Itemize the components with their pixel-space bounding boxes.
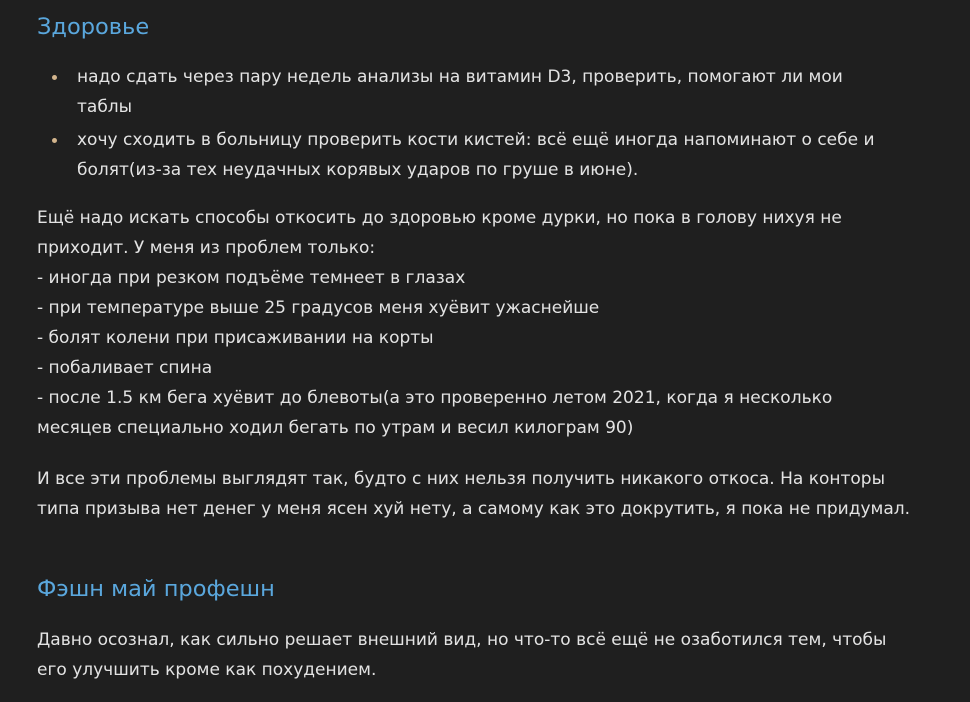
health-problems-paragraph	[37, 203, 934, 443]
bullet-icon	[52, 75, 57, 80]
paragraph-line: Давно осознал, как сильно решает внешний вид, но что-то всё ещё не озаботился тем, чтобы	[37, 630, 887, 650]
health-bullet-list	[37, 62, 934, 185]
paragraph-line: приходит. У меня из проблем только:	[37, 238, 376, 258]
paragraph-line: - после 1.5 км бега хуёвит до блевоты(а это проверенно летом 2021, когда я несколько	[37, 388, 833, 408]
paragraph-line: его улучшить кроме как похудением.	[37, 660, 377, 680]
paragraph-line: - побаливает спина	[37, 358, 213, 378]
paragraph-line: типа призыва нет денег у меня ясен хуй нету, а самому как это докрутить, я пока не придумал.	[37, 499, 911, 519]
paragraph-line: И все эти проблемы выглядят так, будто с них нельзя получить никакого откоса. На конторы	[37, 469, 886, 489]
bullet-icon	[52, 138, 57, 143]
section-heading-fashion: Фэшн май профешн	[37, 576, 275, 602]
bullet-text-line: болят(из-за тех неудачных корявых ударов по груше в июне).	[77, 160, 639, 180]
paragraph-line: месяцев специально ходил бегать по утрам и весил килограм 90)	[37, 418, 634, 438]
section-heading-health: Здоровье	[37, 14, 150, 40]
conclusion-paragraph	[37, 464, 934, 524]
bullet-text-line: хочу сходить в больницу проверить кости кистей: всё ещё иногда напоминают о себе и	[77, 130, 875, 150]
paragraph-line: Ещё надо искать способы откосить до здоровью кроме дурки, но пока в голову нихуя не	[37, 208, 842, 228]
paragraph-line: - болят колени при присаживании на корты	[37, 328, 434, 348]
paragraph-line: - при температуре выше 25 градусов меня хуёвит ужаснейше	[37, 298, 600, 318]
paragraph-line: - иногда при резком подъёме темнеет в глазах	[37, 268, 466, 288]
list-item	[37, 125, 934, 185]
list-item	[37, 62, 934, 122]
fashion-paragraph	[37, 625, 934, 685]
bullet-text-line: надо сдать через пару недель анализы на витамин D3, проверить, помогают ли мои	[77, 67, 843, 87]
bullet-text-line: таблы	[77, 97, 133, 117]
